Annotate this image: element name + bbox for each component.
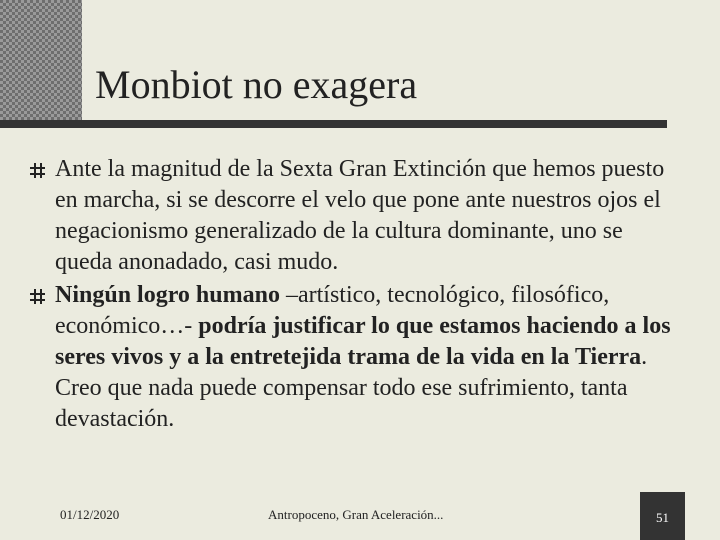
title-divider — [0, 120, 667, 128]
bullet-text: –artístico, tecnológico, filosófico, económico…- — [55, 282, 610, 339]
bullet-text-bold: Ningún logro humano — [55, 282, 280, 308]
bullet-icon — [30, 163, 45, 178]
decorative-checker-pattern — [0, 0, 82, 125]
page-number-box — [640, 492, 685, 540]
footer-date: 01/12/2020 — [60, 507, 120, 522]
bullet-text: . Creo que nada puede compensar todo ese sufrimiento, tanta devastación. — [55, 344, 648, 432]
bullet-icon — [30, 289, 45, 304]
page-number: 51 — [656, 510, 669, 525]
bullet-text: Ante la magnitud de la Sexta Gran Extinción que hemos puesto en marcha, si se descorre el velo que pone ante nuestros ojos el negacionismo generalizado de la cultura dominante, uno se queda anonadado, casi mudo. — [55, 156, 665, 275]
bullet-item — [30, 280, 680, 435]
slide-body — [30, 154, 680, 437]
footer-title: Antropoceno, Gran Aceleración... — [268, 507, 444, 522]
bullet-text-bold: podría justificar lo que estamos haciendo a los seres vivos y a la entretejida trama de la vida en la Tierra — [55, 313, 671, 370]
slide-title: Monbiot no exagera — [95, 62, 418, 107]
bullet-item — [30, 154, 680, 278]
